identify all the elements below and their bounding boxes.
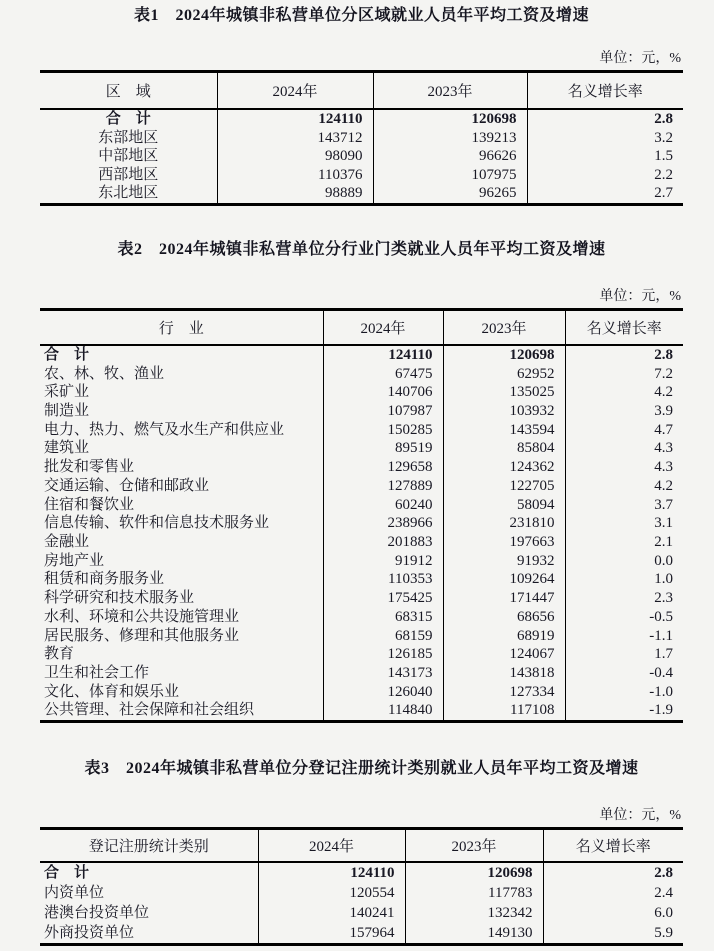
row-growth-value: -1.0 bbox=[649, 683, 673, 700]
table1-unit-note: 单位：元，% bbox=[599, 51, 681, 66]
row-label: 合 计 bbox=[40, 345, 323, 365]
table-row bbox=[40, 701, 683, 721]
row-2024-value: 98090 bbox=[217, 147, 373, 166]
row-label: 采矿业 bbox=[40, 383, 323, 402]
row-label: 中部地区 bbox=[40, 147, 217, 166]
row-2023-value: 135025 bbox=[443, 383, 565, 402]
row-growth-value: 1.5 bbox=[654, 148, 673, 165]
row-growth-value: 2.7 bbox=[654, 185, 673, 202]
table-row bbox=[40, 184, 683, 204]
row-2024-value: 67475 bbox=[323, 365, 443, 384]
row-label: 农、林、牧、渔业 bbox=[40, 365, 323, 384]
row-growth-value: 5.9 bbox=[654, 925, 673, 942]
row-2023-value: 62952 bbox=[443, 365, 565, 384]
row-2023-value: 103932 bbox=[443, 402, 565, 421]
row-label: 房地产业 bbox=[40, 552, 323, 571]
table1-col-region: 区 域 bbox=[40, 72, 217, 110]
table-row bbox=[40, 664, 683, 683]
row-2023-value: 91932 bbox=[443, 552, 565, 571]
row-label: 建筑业 bbox=[40, 439, 323, 458]
table-row-total bbox=[40, 345, 683, 365]
row-2023-value: 107975 bbox=[373, 166, 527, 185]
table-row bbox=[40, 570, 683, 589]
table1-col-growth: 名义增长率 bbox=[527, 72, 683, 110]
row-growth-value: 4.2 bbox=[654, 477, 673, 494]
row-label: 文化、体育和娱乐业 bbox=[40, 683, 323, 702]
row-label: 水利、环境和公共设施管理业 bbox=[40, 608, 323, 627]
table3-unit-note: 单位：元，% bbox=[599, 808, 681, 824]
row-2024-value: 140706 bbox=[323, 383, 443, 402]
row-label: 卫生和社会工作 bbox=[40, 664, 323, 683]
table2-col-industry: 行 业 bbox=[40, 309, 323, 345]
table2-industry-table bbox=[40, 308, 683, 723]
row-2024-value: 114840 bbox=[323, 701, 443, 721]
row-2024-value: 157964 bbox=[258, 923, 405, 945]
table-row bbox=[40, 533, 683, 552]
table-row bbox=[40, 477, 683, 496]
row-label: 电力、热力、燃气及水生产和供应业 bbox=[40, 421, 323, 440]
row-2024-value: 150285 bbox=[323, 421, 443, 440]
row-growth-value: -1.1 bbox=[649, 627, 673, 644]
table3-header-row bbox=[40, 829, 683, 863]
row-growth-value: 2.8 bbox=[654, 865, 673, 882]
table-row bbox=[40, 608, 683, 627]
row-2024-value: 110376 bbox=[217, 166, 373, 185]
row-label: 东北地区 bbox=[40, 184, 217, 204]
table-row bbox=[40, 552, 683, 571]
table3-col-regtype: 登记注册统计类别 bbox=[40, 829, 258, 863]
table-row bbox=[40, 402, 683, 421]
row-growth-value: 1.0 bbox=[654, 571, 673, 588]
row-growth-value: 2.8 bbox=[654, 111, 673, 127]
table-row bbox=[40, 383, 683, 402]
table-row bbox=[40, 683, 683, 702]
row-growth-value: 2.3 bbox=[654, 590, 673, 607]
row-label: 公共管理、社会保障和社会组织 bbox=[40, 701, 323, 721]
row-2023-value: 143594 bbox=[443, 421, 565, 440]
row-growth-value: 4.2 bbox=[654, 384, 673, 401]
row-2023-value: 96265 bbox=[373, 184, 527, 204]
row-2023-value: 124362 bbox=[443, 458, 565, 477]
row-label: 教育 bbox=[40, 645, 323, 664]
row-2023-value: 127334 bbox=[443, 683, 565, 702]
row-label: 合 计 bbox=[40, 862, 258, 883]
row-2024-value: 175425 bbox=[323, 589, 443, 608]
table1-title: 表1 2024年城镇非私营单位分区域就业人员年平均工资及增速 bbox=[133, 7, 589, 24]
row-2023-value: 120698 bbox=[373, 109, 527, 129]
row-label: 居民服务、修理和其他服务业 bbox=[40, 627, 323, 646]
row-2023-value: 171447 bbox=[443, 589, 565, 608]
table1-col-2023: 2023年 bbox=[373, 72, 527, 110]
table1-col-2024: 2024年 bbox=[217, 72, 373, 110]
row-label: 港澳台投资单位 bbox=[40, 903, 258, 923]
row-label: 外商投资单位 bbox=[40, 923, 258, 945]
table-row bbox=[40, 421, 683, 440]
row-growth-value: 6.0 bbox=[654, 905, 673, 922]
row-2024-value: 140241 bbox=[258, 903, 405, 923]
row-2024-value: 120554 bbox=[258, 883, 405, 903]
row-2023-value: 139213 bbox=[373, 129, 527, 148]
row-2024-value: 126040 bbox=[323, 683, 443, 702]
row-growth-value: 4.7 bbox=[654, 421, 673, 438]
row-2023-value: 96626 bbox=[373, 147, 527, 166]
table3-col-growth: 名义增长率 bbox=[543, 829, 683, 863]
table-row bbox=[40, 514, 683, 533]
table3-title: 表3 2024年城镇非私营单位分登记注册统计类别就业人员年平均工资及增速 bbox=[84, 760, 639, 778]
row-growth-value: 2.4 bbox=[654, 885, 673, 902]
row-growth-value: 7.2 bbox=[654, 365, 673, 382]
table-row bbox=[40, 903, 683, 923]
row-2023-value: 122705 bbox=[443, 477, 565, 496]
row-2023-value: 117783 bbox=[405, 883, 543, 903]
row-label: 住宿和餐饮业 bbox=[40, 496, 323, 515]
row-growth-value: 4.3 bbox=[654, 459, 673, 476]
row-2023-value: 197663 bbox=[443, 533, 565, 552]
row-label: 制造业 bbox=[40, 402, 323, 421]
row-2023-value: 58094 bbox=[443, 496, 565, 515]
row-2024-value: 110353 bbox=[323, 570, 443, 589]
row-2023-value: 117108 bbox=[443, 701, 565, 721]
table-row bbox=[40, 129, 683, 148]
table-row bbox=[40, 645, 683, 664]
row-2024-value: 127889 bbox=[323, 477, 443, 496]
row-2024-value: 126185 bbox=[323, 645, 443, 664]
table-row bbox=[40, 365, 683, 384]
table2-unit-note: 单位：元，% bbox=[599, 288, 681, 304]
row-2024-value: 124110 bbox=[258, 862, 405, 883]
row-growth-value: 3.9 bbox=[654, 403, 673, 420]
row-2024-value: 68159 bbox=[323, 627, 443, 646]
table2-col-2024: 2024年 bbox=[323, 309, 443, 345]
row-2024-value: 91912 bbox=[323, 552, 443, 571]
row-2024-value: 107987 bbox=[323, 402, 443, 421]
row-2023-value: 124067 bbox=[443, 645, 565, 664]
row-label: 西部地区 bbox=[40, 166, 217, 185]
table2-industry-section bbox=[40, 240, 683, 723]
row-2024-value: 98889 bbox=[217, 184, 373, 204]
row-growth-value: 3.2 bbox=[654, 129, 673, 146]
table-row bbox=[40, 496, 683, 515]
row-growth-value: 2.8 bbox=[654, 346, 673, 363]
table-row bbox=[40, 923, 683, 945]
row-growth-value: 0.0 bbox=[654, 552, 673, 569]
row-2023-value: 109264 bbox=[443, 570, 565, 589]
row-2024-value: 143712 bbox=[217, 129, 373, 148]
row-label: 交通运输、仓储和邮政业 bbox=[40, 477, 323, 496]
row-label: 金融业 bbox=[40, 533, 323, 552]
row-label: 科学研究和技术服务业 bbox=[40, 589, 323, 608]
table2-title: 表2 2024年城镇非私营单位分行业门类就业人员年平均工资及增速 bbox=[117, 240, 606, 258]
row-2024-value: 201883 bbox=[323, 533, 443, 552]
row-2024-value: 124110 bbox=[217, 109, 373, 129]
row-2023-value: 68656 bbox=[443, 608, 565, 627]
table2-col-2023: 2023年 bbox=[443, 309, 565, 345]
row-2024-value: 238966 bbox=[323, 514, 443, 533]
row-2023-value: 85804 bbox=[443, 439, 565, 458]
row-2023-value: 143818 bbox=[443, 664, 565, 683]
table3-registration-section bbox=[40, 759, 683, 946]
table2-col-growth: 名义增长率 bbox=[565, 309, 683, 345]
table-row bbox=[40, 589, 683, 608]
table2-header-row bbox=[40, 309, 683, 345]
table1-header-row bbox=[40, 72, 683, 110]
row-2023-value: 68919 bbox=[443, 627, 565, 646]
row-growth-value: 2.1 bbox=[654, 534, 673, 550]
table-row bbox=[40, 883, 683, 903]
row-growth-value: 3.1 bbox=[654, 515, 673, 532]
row-2023-value: 120698 bbox=[405, 862, 543, 883]
row-2024-value: 143173 bbox=[323, 664, 443, 683]
row-2024-value: 60240 bbox=[323, 496, 443, 515]
row-2023-value: 132342 bbox=[405, 903, 543, 923]
table3-registration-table bbox=[40, 827, 683, 946]
table-row bbox=[40, 439, 683, 458]
row-2024-value: 129658 bbox=[323, 458, 443, 477]
row-2023-value: 231810 bbox=[443, 514, 565, 533]
table-row-total bbox=[40, 862, 683, 883]
row-2024-value: 124110 bbox=[323, 345, 443, 365]
table-row bbox=[40, 147, 683, 166]
table3-col-2024: 2024年 bbox=[258, 829, 405, 863]
row-2023-value: 120698 bbox=[443, 345, 565, 365]
row-growth-value: 2.2 bbox=[654, 166, 673, 183]
row-growth-value: 1.7 bbox=[654, 646, 673, 663]
row-2024-value: 89519 bbox=[323, 439, 443, 458]
table1-region-table bbox=[40, 70, 683, 206]
row-label: 信息传输、软件和信息技术服务业 bbox=[40, 514, 323, 533]
row-growth-value: 3.7 bbox=[654, 496, 673, 513]
row-2023-value: 149130 bbox=[405, 923, 543, 945]
table1-region-section bbox=[40, 6, 683, 206]
row-label: 租赁和商务服务业 bbox=[40, 570, 323, 589]
table-row-total bbox=[40, 109, 683, 129]
row-2024-value: 68315 bbox=[323, 608, 443, 627]
row-label: 批发和零售业 bbox=[40, 458, 323, 477]
row-growth-value: -0.4 bbox=[649, 664, 673, 681]
table-row bbox=[40, 458, 683, 477]
row-growth-value: -0.5 bbox=[649, 608, 673, 625]
table-row bbox=[40, 627, 683, 646]
row-growth-value: -1.9 bbox=[649, 702, 673, 719]
table3-col-2023: 2023年 bbox=[405, 829, 543, 863]
row-label: 内资单位 bbox=[40, 883, 258, 903]
table-row bbox=[40, 166, 683, 185]
row-growth-value: 4.3 bbox=[654, 440, 673, 457]
row-label: 东部地区 bbox=[40, 129, 217, 148]
row-label: 合 计 bbox=[40, 109, 217, 129]
